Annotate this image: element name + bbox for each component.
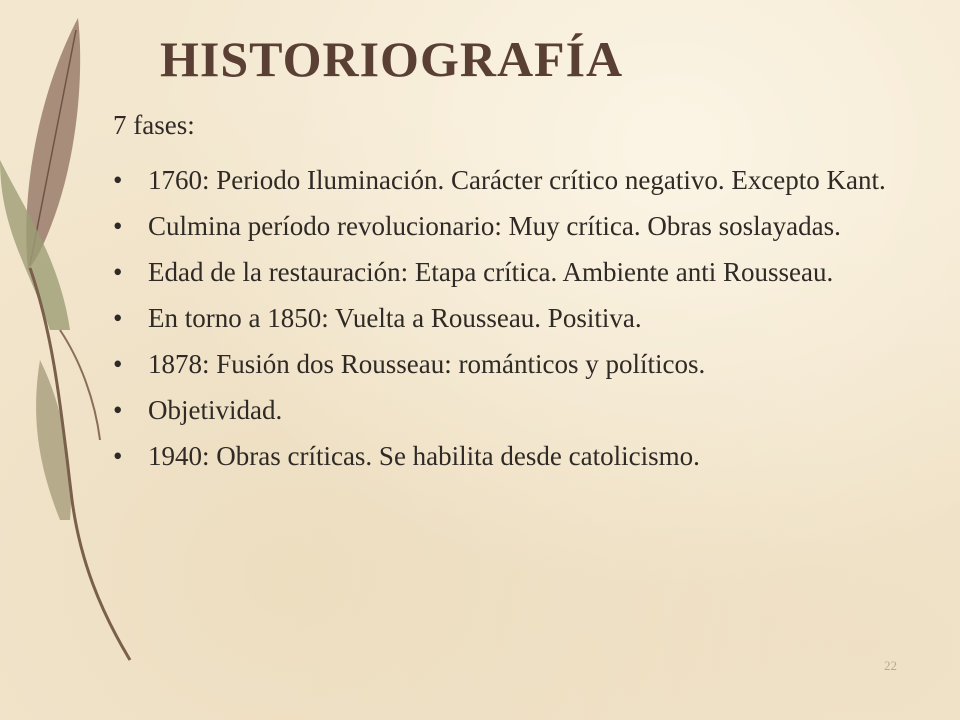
bullet-icon: • xyxy=(113,349,123,379)
page-number: 22 xyxy=(884,658,897,673)
leaf-stem-branch xyxy=(60,330,100,440)
bullet-icon: • xyxy=(113,165,123,195)
bullet-icon: • xyxy=(113,211,123,241)
list-item xyxy=(113,254,958,290)
bullet-list xyxy=(113,162,958,484)
slide-title: HISTORIOGRAFÍA xyxy=(160,31,624,87)
intro-text: 7 fases: xyxy=(113,110,195,140)
bullet-text: 1878: Fusión dos Rousseau: románticos y políticos. xyxy=(148,349,706,379)
bullet-text: 1760: Periodo Iluminación. Carácter crítico negativo. Excepto Kant. xyxy=(148,165,886,195)
list-item xyxy=(113,346,958,382)
bullet-text: 1940: Obras críticas. Se habilita desde catolicismo. xyxy=(148,441,700,471)
bullet-icon: • xyxy=(113,395,123,425)
list-item xyxy=(113,300,958,336)
bullet-text: En torno a 1850: Vuelta a Rousseau. Positiva. xyxy=(148,303,642,333)
bullet-text: Objetividad. xyxy=(148,395,283,425)
list-item xyxy=(113,438,958,474)
bullet-icon: • xyxy=(113,257,123,287)
list-item xyxy=(113,208,958,244)
list-item xyxy=(113,392,958,428)
bullet-text: Edad de la restauración: Etapa crítica. Ambiente anti Rousseau. xyxy=(148,257,834,287)
bullet-icon: • xyxy=(113,441,123,471)
list-item xyxy=(113,162,958,198)
bullet-icon: • xyxy=(113,303,123,333)
bullet-text: Culmina período revolucionario: Muy crítica. Obras soslayadas. xyxy=(148,211,841,241)
